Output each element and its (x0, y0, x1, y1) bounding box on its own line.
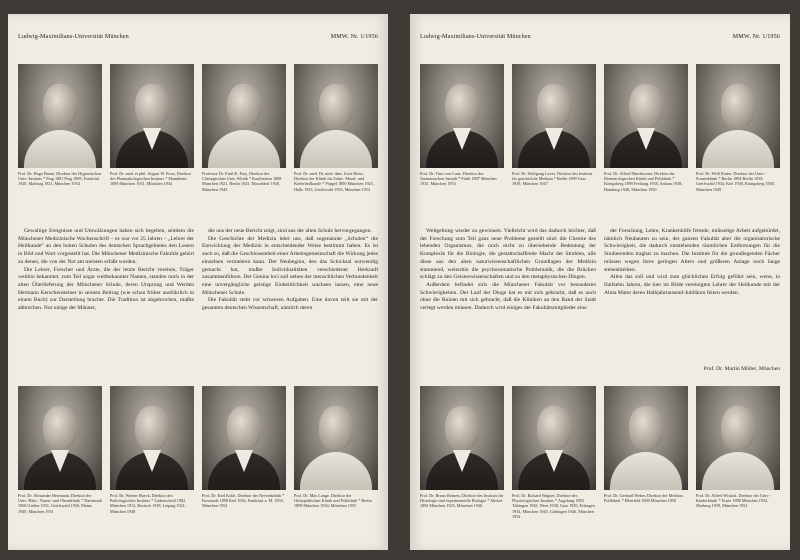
portrait-card (18, 64, 102, 192)
portrait-row-top (18, 64, 378, 192)
portrait-caption: Professor Dr. Emil K. Frey, Direktor der Chirurgischen Univ.-Klinik * Kaufbeuren 1888 München 1921, Berlin 1923, Düsseldorf 1930, München 1943 (202, 171, 282, 192)
page-header-right: MMW. Nr. 1/1956 (330, 33, 378, 40)
portrait-card (696, 386, 780, 519)
paragraph: Weltgeltung wieder zu gewinnen. Vielleicht wird das dadurch leichter, daß der Forschung zum Teil ganz neue Probleme gestellt sind: die Chemie des lebenden Organismus, die noch nicht zu übersehende Bedeutung der Komplexik für die Biologie, die gestaltschaffende Macht der Strahlen, alle diese aus den alten naturwissenschaftlichen Grundlagen der Medizin stammend, weiterhin die psychosomatische Problematik, die die Brücken schlägt zu den Geisteswissenschaften und zu den metaphysischen Dingen. (420, 228, 596, 281)
portrait-photo (18, 386, 102, 490)
portrait-caption: Prof. Dr. Titus von Lanz, Direktor der Anatomischen Anstalt * Fürth 1897 München 1935, München 1953 (420, 171, 497, 187)
portrait-caption: Prof. Dr. Werner Hueck, Direktor des Pathologischen Instituts * Lüdenscheid 1882 München 1912, Rostock 1918, Leipzig 1921, München 1948 (110, 493, 186, 514)
page-header-right: MMW. Nr. 1/1956 (732, 33, 780, 40)
portrait-photo (420, 386, 504, 490)
portrait-card (110, 64, 194, 192)
portrait-photo (294, 386, 378, 490)
portrait-photo (420, 64, 504, 168)
page-header-left: Ludwig-Maximilians-Universität München (18, 33, 129, 40)
portrait-caption: Prof. Dr. Gerhard Weber, Direktor der Medizin. Poliklinik * Elberfeld 1900 München 1950 (604, 493, 684, 504)
portrait-photo (512, 386, 596, 490)
portrait-row-top (420, 64, 780, 192)
portrait-card (294, 64, 378, 192)
portrait-caption: Prof. Dr. Willi Rotter, Direktor der Univ.-Frauenklinik * Berlin 1894 Berlin 1938, Greifswald 1934, Kiel 1938, Königsberg 1938, München 1949 (696, 171, 775, 192)
portrait-caption: Prof. Dr. Alfred Wiskott, Direktor der Univ.-Kinderklinik * Essen 1898 München 1933, Marburg 1939, München 1952 (696, 493, 771, 509)
portrait-caption: Prof. Dr. Karl Kolle, Direktor der Nervenklinik * Kronstadt 1898 Kiel 1936, Frankfurt a. M. 1950, München 1952 (202, 493, 285, 509)
portrait-caption: Prof. Dr. Max Lange, Direktor der Orthopädischen Klinik und Poliklinik * Berlin 1899 München 1934, München 1955 (294, 493, 372, 509)
author-signature: Prof. Dr. Martin Müller, München (703, 366, 780, 372)
portrait-card (420, 64, 504, 192)
article-text (18, 228, 378, 313)
text-column (18, 228, 194, 313)
paragraph: Außerdem befindet sich die Münchener Fakultät vor besonderen Schwierigkeiten. Der Lauf der Dinge hat es mit sich gebracht, daß es auch ohne die Ruinen mit sich gebracht, daß die Kliniken an den Rand der Stadt verlegt werden müssen. Dadurch wird einiges der Fakultätsmitglieder eine (420, 281, 596, 312)
portrait-row-bottom (18, 386, 378, 514)
portrait-caption: Prof. Dr. Alfred Marchionini, Direktor der Dermatologischen Klinik und Poliklinik * Königsberg 1899 Freiburg 1938, Ankara 1938, Hamburg 1948, München 1950 (604, 171, 683, 192)
portrait-caption: Prof. Dr. Wolfgang Laves, Direktor des Instituts für gerichtliche Medizin * Berlin 1899 Graz 1939, München 1947 (512, 171, 593, 187)
text-column (202, 228, 378, 313)
portrait-card (202, 386, 286, 514)
portrait-card (202, 64, 286, 192)
text-column (420, 228, 596, 313)
portrait-photo (18, 64, 102, 168)
portrait-caption: Prof. Dr. Hugo Braun, Direktor des Hygienischen Univ.-Instituts * Prag 1881 Prag 1909, Frankfurt 1920, Marburg 1921, München 1934 (18, 171, 102, 187)
portrait-photo (110, 64, 194, 168)
portrait-caption: Prof. Dr. Bruno Romeis, Direktor des Instituts für Histologie und experimentelle Biologie * Altdorf 1892 München 1925, München 1946 (420, 493, 504, 509)
portrait-card (512, 386, 596, 519)
portrait-photo (202, 64, 286, 168)
portrait-caption: Prof. Dr. med. et phil. August W. Forst, Direktor des Pharmakologischen Instituts * Mannheim 1890 München 1931, München 1934 (110, 171, 191, 187)
portrait-photo (110, 386, 194, 490)
portrait-photo (294, 64, 378, 168)
portrait-card (18, 386, 102, 514)
paragraph: Die Fakultät steht vor schweren Aufgaben. Eine davon teilt sie mit der gesamten deutschen Wissenschaft, nämlich deren (202, 297, 378, 312)
portrait-caption: Prof. Dr. Alexander Herrmann, Direktor der Univ.-Hals-, Nasen- und Ohrenklinik * Darmstadt 1900 Gießen 1931, Greifswald 1936, Mainz 1949, München 1951 (18, 493, 102, 514)
portrait-photo (202, 386, 286, 490)
portrait-card (696, 64, 780, 192)
paragraph: Die Lehrer, Forscher und Ärzte, die der letzte Bericht vereinte, Träger weithin bekannter, zum Teil sogar weltbekannter Namen, standen noch in der alten Überlieferung der Münchener Schule, deren Ursprung und Werden Hermann Kerschensteiner in seinem Beitrag (wie schon früher ausführlich in einem Buch) zur Darstellung brachte. Die Tradition ist abgebrochen, mußte abbrechen. Nur einige der Männer, (18, 266, 194, 312)
paragraph: die uns der neue Bericht zeigt, sind aus der alten Schule hervorgegangen. (208, 228, 372, 234)
paragraph: Die Geschichte der Medizin lehrt uns, daß sogenannte „Schulen“ die Entwicklung der Medizin in entscheidender Weise bestimmt haben. Es ist auch so, daß die Geschlossenheit einer Arbeitsgemeinschaft die Wirkung jedes einzelnen vermehren kann. Der Neubeginn, den das Schicksal notwendig gemacht hat, mußte Individualitäten verschiedener Herkunft zusammenführen. Der Genius loci soll neben der menschlichen Verbundenheit eine unvergängliche geistige Einheitlichkeit wachsen lassen, eine neue Münchener Schule. (202, 235, 378, 296)
portrait-card (110, 386, 194, 514)
portrait-card (604, 386, 688, 519)
page-header-left: Ludwig-Maximilians-Universität München (420, 33, 531, 40)
paragraph: Allen das soll und wird zum glücklichen Erfolg geführt sein, wenn, in fünfzehn Jahren, die hier im Bilde vereinigten Lehrer der Heilkunde mit der Alma Mater deren Halbjahrtausend-Jubiläum feiern werden. (604, 274, 780, 296)
article-text (420, 228, 780, 313)
left-page (8, 14, 388, 550)
portrait-card (604, 64, 688, 192)
portrait-card (420, 386, 504, 519)
portrait-photo (696, 64, 780, 168)
portrait-photo (604, 386, 688, 490)
portrait-photo (512, 64, 596, 168)
portrait-card (512, 64, 596, 192)
portrait-photo (696, 386, 780, 490)
portrait-caption: Prof. Dr. Richard Wagner, Direktor des Physiologischen Instituts * Augsburg 1893 Tübingen 1928, Wien 1938, Graz 1939, Erlangen 1934, München 1945, Göttingen 1946, München 1952 (512, 493, 595, 519)
right-page (410, 14, 790, 550)
portrait-row-bottom (420, 386, 780, 519)
portrait-caption: Prof. Dr. med. Dr. med. dent. Josef Heiss, Direktor der Klinik für Zahn-, Mund- und Kieferheilkunde * Pöppel 1890 München 1925, Halle 1933, Greifswald 1933, München 1954 (294, 171, 374, 192)
paragraph: Gewaltige Ereignisse und Umwälzungen haben sich begeben, seitdem die Münchener Medizinische Wochenschrift – es war vor 25 Jahren – „Lehrer der Heilkunde“ an den hohen Schulen des deutschen Sprachgebietes den Lesern in Bild und Wort vorgestellt hat. Die Münchener Medizinische Fakultät gehört zu denen, die von der Not am meisten erfaßt wurden. (18, 228, 194, 265)
paragraph: der Forschung, Lehre, Krankenhilfe fremde, mühselige Arbeit aufgebürdet, nämlich Neubauten zu sein, der ganzen Fakultät aber die organisatorische Schwierigkeit, die dadurch entstehenden räumlichen Entfernungen für die Studierenden tragbar zu machen. Die Institute für die grundlegenden Fächer müssen wegen ihres geringen Alters und größeren Anlage noch lange stehenbleiben. (604, 228, 780, 273)
portrait-card (294, 386, 378, 514)
portrait-photo (604, 64, 688, 168)
text-column (604, 228, 780, 313)
